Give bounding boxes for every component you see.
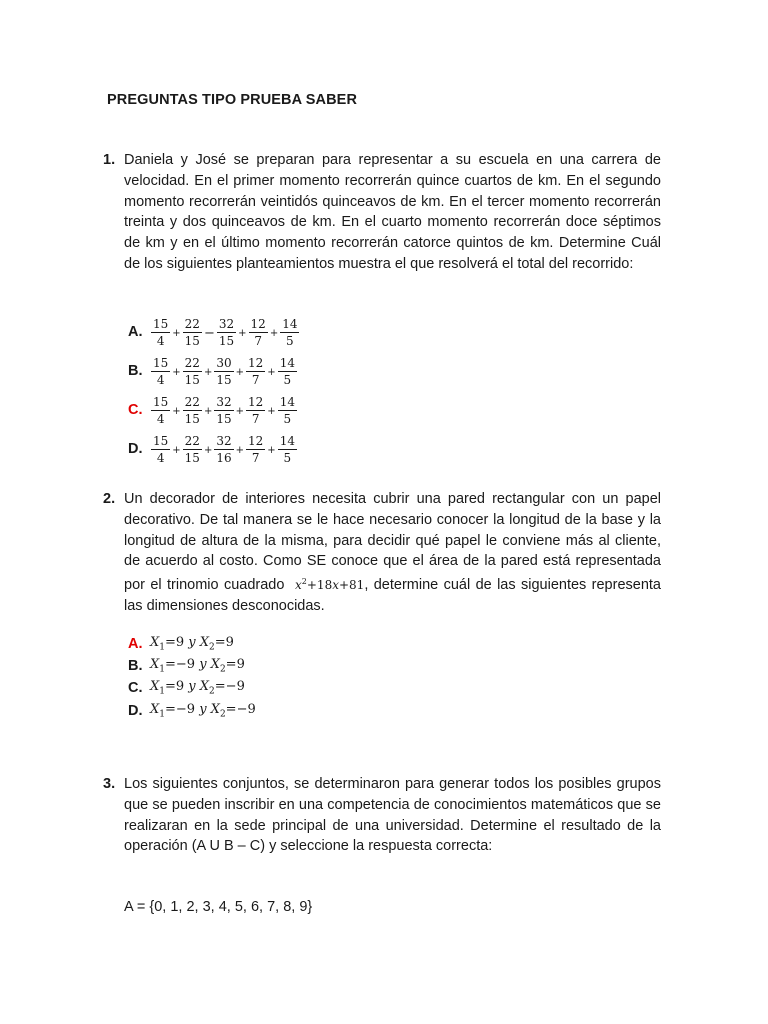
question-2-option-0 xyxy=(128,633,234,655)
fraction xyxy=(277,395,298,426)
denominator: 4 xyxy=(156,411,165,426)
question-1-option-1 xyxy=(128,352,298,390)
numerator: 15 xyxy=(153,394,169,409)
denominator: 4 xyxy=(156,372,165,387)
fraction-expression xyxy=(150,434,298,465)
numerator: 22 xyxy=(184,433,200,448)
question-2-option-2 xyxy=(128,677,245,699)
operator: + xyxy=(267,444,276,456)
numerator: 22 xyxy=(184,355,200,370)
numerator: 12 xyxy=(248,355,264,370)
subscript: 2 xyxy=(209,686,215,697)
operator: + xyxy=(172,327,181,339)
operator: + xyxy=(235,444,245,456)
operator: + xyxy=(267,366,276,378)
subscript: 2 xyxy=(219,664,226,675)
question-3-number: 3. xyxy=(103,776,116,792)
option-letter: B. xyxy=(128,658,143,674)
numerator: 32 xyxy=(216,433,232,448)
subscript: 1 xyxy=(159,709,165,720)
variable: X xyxy=(210,657,220,673)
denominator: 7 xyxy=(254,333,262,348)
question-2-text-before: Un decorador de interiores necesita cubrir una pared rectangular con un papel decorativo. De tal manera se le hace necesario conocer la longitud de la base y la longitud de altura de la misma, para decidir qué papel le conviene más al cliente, de acuerdo al costo. Como SE conoce que el área de la pared está representada por el trinomio cuadrado xyxy=(124,491,661,594)
fraction-expression xyxy=(150,356,298,387)
operator: + xyxy=(172,366,181,378)
equation-expression xyxy=(150,657,245,675)
conjunction: y xyxy=(184,635,200,651)
question-2-option-3 xyxy=(128,700,256,722)
value: =9 xyxy=(214,635,234,651)
fraction xyxy=(277,356,298,387)
operator: + xyxy=(172,444,181,456)
poly-tail: +81 xyxy=(338,578,365,593)
value: =−9 xyxy=(165,657,196,673)
subscript: 1 xyxy=(159,686,165,697)
fraction xyxy=(213,356,234,387)
operator: + xyxy=(235,366,245,378)
fraction xyxy=(150,317,171,348)
option-letter: C. xyxy=(128,402,143,418)
question-1-text: Daniela y José se preparan para representar a su escuela en una carrera de velocidad. En el primer momento recorrerán quince cuartos de km. En el segundo momento recorrerán veintidós quinceavos de km. En el tercer momento recorrerán treinta y dos quinceavos de km. En el cuarto momento recorrerán doce séptimos de km y en el último momento recorrerán catorce quintos de km. Determine Cuál de los siguientes planteamientos muestra el que resolverá el total del recorrido: xyxy=(124,152,661,272)
denominator: 15 xyxy=(184,372,200,387)
operator: + xyxy=(238,327,247,339)
conjunction: y xyxy=(195,657,211,673)
denominator: 15 xyxy=(184,411,200,426)
question-2-text-after: , determine cuál de las siguientes representa las dimensiones desconocidas. xyxy=(124,577,661,614)
question-1-option-0 xyxy=(128,313,300,351)
equation-expression xyxy=(150,635,234,653)
value: =9 xyxy=(165,679,185,695)
numerator: 14 xyxy=(282,316,298,331)
fraction xyxy=(245,434,266,465)
denominator: 15 xyxy=(218,333,235,348)
variable: X xyxy=(150,657,160,673)
value: =−9 xyxy=(214,679,245,695)
numerator: 14 xyxy=(279,355,295,370)
fraction xyxy=(150,395,171,426)
operator: + xyxy=(203,405,213,417)
question-1-option-3 xyxy=(128,430,298,468)
denominator: 15 xyxy=(184,450,200,465)
subscript: 2 xyxy=(219,709,226,720)
denominator: 5 xyxy=(286,333,294,348)
variable: X xyxy=(199,679,210,695)
denominator: 5 xyxy=(283,411,292,426)
fraction xyxy=(150,434,171,465)
operator: + xyxy=(235,405,245,417)
value: =−9 xyxy=(165,702,196,718)
denominator: 5 xyxy=(283,450,292,465)
denominator: 7 xyxy=(251,411,260,426)
poly-exp: 2 xyxy=(301,577,307,587)
equation-expression xyxy=(150,702,256,720)
question-1-option-2 xyxy=(128,391,298,429)
fraction xyxy=(213,434,234,465)
fraction-expression xyxy=(150,317,300,348)
fraction xyxy=(245,395,266,426)
numerator: 32 xyxy=(216,394,232,409)
denominator: 4 xyxy=(156,333,165,348)
question-2-number: 2. xyxy=(103,491,116,507)
numerator: 22 xyxy=(184,394,200,409)
operator: + xyxy=(172,405,181,417)
fraction xyxy=(182,434,203,465)
numerator: 22 xyxy=(184,316,200,331)
option-letter: D. xyxy=(128,703,143,719)
numerator: 30 xyxy=(216,355,232,370)
variable: X xyxy=(150,702,160,718)
variable: X xyxy=(150,635,160,651)
numerator: 14 xyxy=(279,394,295,409)
numerator: 15 xyxy=(153,355,169,370)
denominator: 5 xyxy=(283,372,292,387)
fraction xyxy=(213,395,234,426)
fraction xyxy=(245,356,266,387)
conjunction: y xyxy=(195,702,211,718)
fraction xyxy=(182,395,203,426)
equation-expression xyxy=(150,679,245,697)
trinomial-expression xyxy=(290,578,364,592)
operator: + xyxy=(203,366,213,378)
question-1-number: 1. xyxy=(103,152,116,168)
question-2-text xyxy=(124,489,661,617)
fraction xyxy=(216,317,237,348)
fraction xyxy=(277,434,298,465)
subscript: 1 xyxy=(159,664,165,675)
fraction xyxy=(182,356,203,387)
value: =9 xyxy=(165,635,185,651)
operator: − xyxy=(203,325,215,341)
numerator: 15 xyxy=(153,316,169,331)
denominator: 7 xyxy=(251,450,260,465)
denominator: 15 xyxy=(216,411,232,426)
variable: X xyxy=(150,679,160,695)
value: =9 xyxy=(225,657,245,673)
question-2-option-1 xyxy=(128,655,245,677)
operator: + xyxy=(269,327,279,339)
poly-rest: +18 xyxy=(306,578,333,593)
numerator: 12 xyxy=(250,316,266,331)
poly-var2: x xyxy=(332,578,339,593)
option-letter: D. xyxy=(128,441,143,457)
fraction-expression xyxy=(150,395,298,426)
denominator: 16 xyxy=(216,450,232,465)
question-3-text: Los siguientes conjuntos, se determinaron para generar todos los posibles grupos que se pueden inscribir en una competencia de conocimientos matemáticos que se realizaran en la sede principal de una universidad. Determine el resultado de la operación (A U B – C) y seleccione la respuesta correcta: xyxy=(124,776,661,855)
variable: X xyxy=(199,635,210,651)
numerator: 15 xyxy=(153,433,169,448)
operator: + xyxy=(203,444,213,456)
value: =−9 xyxy=(225,702,256,718)
denominator: 15 xyxy=(216,372,232,387)
conjunction: y xyxy=(184,679,200,695)
denominator: 15 xyxy=(184,333,200,348)
set-a-definition: A = {0, 1, 2, 3, 4, 5, 6, 7, 8, 9} xyxy=(124,899,313,915)
subscript: 1 xyxy=(159,642,165,653)
fraction xyxy=(248,317,269,348)
numerator: 12 xyxy=(248,394,264,409)
fraction xyxy=(279,317,300,348)
variable: X xyxy=(210,702,220,718)
numerator: 12 xyxy=(248,433,264,448)
denominator: 7 xyxy=(251,372,260,387)
option-letter: B. xyxy=(128,363,143,379)
fraction xyxy=(150,356,171,387)
fraction xyxy=(182,317,203,348)
operator: + xyxy=(267,405,276,417)
numerator: 32 xyxy=(218,316,235,331)
denominator: 4 xyxy=(156,450,165,465)
page-title: PREGUNTAS TIPO PRUEBA SABER xyxy=(107,92,358,108)
option-letter: A. xyxy=(128,636,143,652)
numerator: 14 xyxy=(279,433,295,448)
subscript: 2 xyxy=(209,642,215,653)
option-letter: A. xyxy=(128,324,143,340)
option-letter: C. xyxy=(128,680,143,696)
poly-var: x xyxy=(295,578,302,593)
